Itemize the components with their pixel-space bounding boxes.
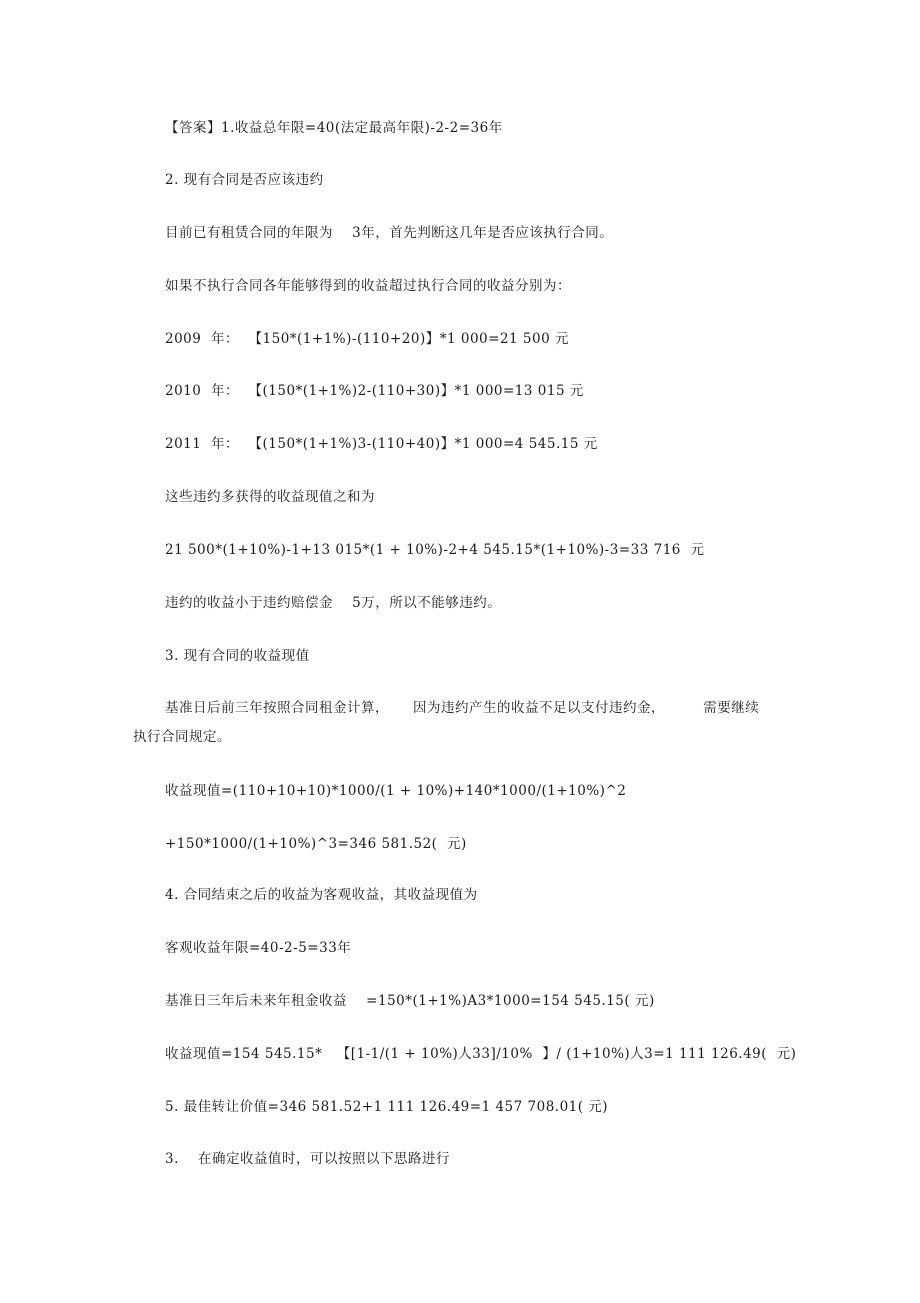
paragraph-lease-years: 目前已有租赁合同的年限为 3年，首先判断这几年是否应该执行合同。: [165, 225, 614, 241]
section-5-best-value: 5. 最佳转让价值=346 581.52+1 111 126.49=1 457 708.01( 元): [165, 1099, 609, 1115]
section-2-heading: 2. 现有合同是否应该违约: [165, 172, 324, 188]
paragraph-base-date-cont: 执行合同规定。: [133, 729, 231, 745]
objective-years: 客观收益年限=40-2-5=33年: [165, 940, 352, 956]
formula-2011: 2011 年： 【(150*(1+1%)3-(110+40)】*1 000=4 545.15 元: [165, 436, 598, 452]
paragraph-base-date: 基准日后前三年按照合同租金计算， 因为违约产生的收益不足以支付违约金， 需要继续: [165, 700, 760, 716]
formula-2009: 2009 年： 【150*(1+1%)-(110+20)】*1 000=21 500 元: [165, 331, 569, 347]
formula-pv-sum: 21 500*(1+10%)-1+13 015*(1 + 10%)-2+4 545.15*(1+10%)-3=33 716 元: [165, 542, 705, 558]
formula-pv-contract: 收益现值=(110+10+10)*1000/(1 + 10%)+140*1000/(1+10%)^2: [165, 783, 627, 799]
section-4-heading: 4. 合同结束之后的收益为客观收益，其收益现值为: [165, 887, 478, 903]
section-3-approach: 3. 在确定收益值时，可以按照以下思路进行: [165, 1151, 451, 1167]
paragraph-breach-returns: 如果不执行合同各年能够得到的收益超过执行合同的收益分别为：: [165, 278, 571, 294]
section-3-heading: 3. 现有合同的收益现值: [165, 648, 310, 664]
paragraph-conclusion: 违约的收益小于违约赔偿金 5万，所以不能够违约。: [165, 595, 502, 611]
future-rent: 基准日三年后未来年租金收益 =150*(1+1%)A3*1000=154 545.15( 元): [165, 993, 655, 1009]
paragraph-pv-sum: 这些违约多获得的收益现值之和为: [165, 489, 375, 505]
formula-pv-contract-cont: +150*1000/(1+10%)^3=346 581.52( 元): [165, 836, 467, 852]
formula-pv-objective: 收益现值=154 545.15* 【[1-1/(1 + 10%)人33]/10% 】/ (1+10%)人3=1 111 126.49( 元): [165, 1046, 797, 1062]
answer-line: 【答案】1.收益总年限=40(法定最高年限)-2-2=36年: [165, 120, 503, 136]
formula-2010: 2010 年： 【(150*(1+1%)2-(110+30)】*1 000=13 015 元: [165, 383, 584, 399]
